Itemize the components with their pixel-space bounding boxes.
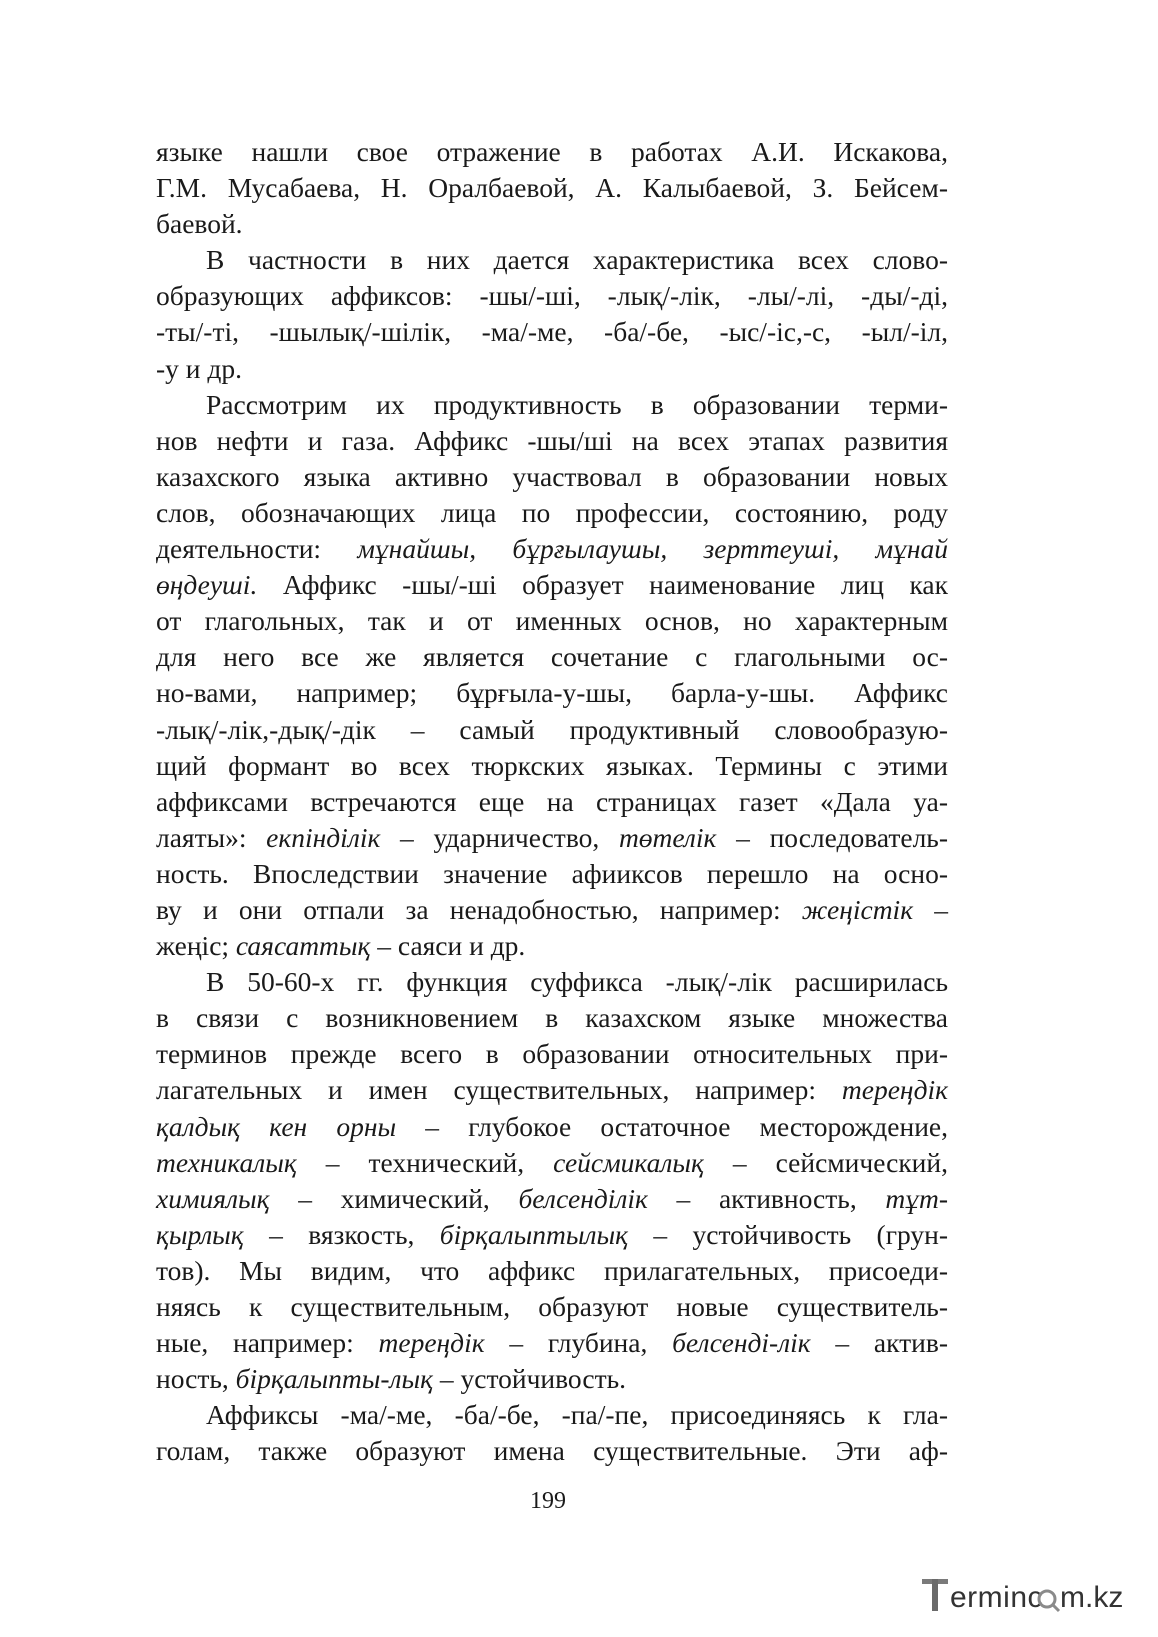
page-number: 199 xyxy=(530,1488,566,1514)
text-line xyxy=(156,820,948,856)
text-line xyxy=(156,1361,948,1397)
text-run: – устойчивость (грун- xyxy=(627,1218,948,1250)
text-run: – химический, xyxy=(269,1182,519,1214)
italic-term: техникалық xyxy=(156,1146,297,1178)
text-line xyxy=(156,206,948,242)
text-run: Аффиксы -ма/-ме, -ба/-бе, -па/-пе, присоединяясь к гла- xyxy=(206,1399,948,1431)
text-line xyxy=(156,170,948,206)
text-line xyxy=(156,964,948,1000)
text-line xyxy=(156,387,948,423)
text-run: ву и они отпали за ненадобностью, например: xyxy=(156,893,802,925)
text-line xyxy=(156,784,948,820)
text-run: в связи с возникновением в казахском языке множества xyxy=(156,1002,948,1034)
text-run: няясь к существительным, образуют новые существитель- xyxy=(156,1291,948,1322)
italic-term: тереңдік xyxy=(841,1074,948,1106)
text-line xyxy=(156,1433,948,1469)
text-line xyxy=(156,1036,948,1072)
text-line xyxy=(156,1145,948,1181)
italic-term: қырлық xyxy=(156,1218,244,1250)
italic-term: сейсмикалық xyxy=(553,1146,704,1178)
italic-term: саясаттық xyxy=(235,930,371,962)
text-run: – активность, xyxy=(647,1182,886,1214)
text-run: – сейсмический, xyxy=(703,1146,948,1178)
text-run: образующих аффиксов: -шы/-ші, -лық/-лік, -лы/-лі, -ды/-ді, xyxy=(156,280,948,312)
text-run: Аффикс -шы/-ші образует наименование лиц как xyxy=(257,569,948,601)
text-line xyxy=(156,1253,948,1289)
italic-term: бірқалыпты-лық xyxy=(235,1363,433,1395)
text-run: для него все же является сочетание с глагольными ос- xyxy=(156,641,948,673)
text-line xyxy=(156,1000,948,1036)
text-run: -лық/-лік,-дық/-дік – самый продуктивный словообразую- xyxy=(156,713,948,745)
paragraph xyxy=(156,1397,948,1469)
text-line xyxy=(156,351,948,387)
paragraph xyxy=(156,134,948,242)
text-line xyxy=(156,1072,948,1108)
text-run: – технический, xyxy=(296,1146,554,1178)
text-run: слов, обозначающих лица по профессии, состоянию, роду xyxy=(156,496,948,528)
text-run: В 50-60-х гг. функция суффикса -лық/-лік расширилась xyxy=(206,966,948,998)
text-run: лаяты»: xyxy=(156,821,267,853)
text-run: жеңіс; xyxy=(156,930,236,962)
italic-term: өңдеуші. xyxy=(156,569,258,601)
italic-term: мұнайшы, бұрғылаушы, зерттеуші, мұнай xyxy=(357,533,948,565)
text-run: – глубокое остаточное месторождение, xyxy=(396,1110,948,1142)
text-run: -у и др. xyxy=(156,352,242,384)
text-line xyxy=(156,1181,948,1217)
italic-term: бірқалыптылық xyxy=(439,1218,628,1250)
text-line xyxy=(156,603,948,639)
text-run: казахского языка активно участвовал в образовании новых xyxy=(156,460,948,492)
svg-text:m.kz: m.kz xyxy=(1060,1581,1124,1614)
main-text xyxy=(156,134,948,1469)
text-line xyxy=(156,928,948,964)
paragraph xyxy=(156,242,948,386)
text-run: нов нефти и газа. Аффикс -шы/ші на всех этапах развития xyxy=(156,424,948,456)
italic-term: жеңістік xyxy=(801,893,914,925)
text-run: ные, например: xyxy=(156,1327,379,1359)
text-run: тов). Мы видим, что аффикс прилагательных, присоеди- xyxy=(156,1254,948,1286)
text-line xyxy=(156,1109,948,1145)
text-run: аффиксами встречаются еще на страницах газет «Дала уа- xyxy=(156,785,948,817)
text-line xyxy=(156,1397,948,1433)
text-run: Г.М. Мусабаева, Н. Оралбаевой, А. Калыбаевой, З. Бейсем- xyxy=(156,172,948,204)
italic-term: белсенді-лік xyxy=(672,1327,811,1359)
text-run: деятельности: xyxy=(156,533,358,565)
text-line xyxy=(156,314,948,350)
text-run: щий формант во всех тюркских языках. Термины с этими xyxy=(156,749,948,781)
text-run: – устойчивость. xyxy=(433,1363,626,1395)
text-run: лагательных и имен существительных, например: xyxy=(156,1074,842,1106)
text-run: – последователь- xyxy=(716,821,949,853)
text-run: – актив- xyxy=(810,1327,948,1359)
text-line xyxy=(156,748,948,784)
paragraph xyxy=(156,387,948,965)
text-run: – ударничество, xyxy=(380,821,619,853)
text-line xyxy=(156,712,948,748)
text-run: терминов прежде всего в образовании относительных при- xyxy=(156,1038,948,1070)
text-run: В частности в них дается характеристика всех слово- xyxy=(206,244,948,276)
text-line xyxy=(156,1217,948,1253)
text-run: языке нашли свое отражение в работах А.И. Искакова, xyxy=(156,136,948,167)
italic-term: тереңдік xyxy=(378,1327,485,1359)
text-line xyxy=(156,278,948,314)
text-run: но-вами, например; бұрғыла-у-шы, барла-у-шы. Аффикс xyxy=(156,677,948,709)
text-run: – глубина, xyxy=(484,1327,673,1359)
italic-term: төтелік xyxy=(618,821,717,853)
text-run: голам, также образуют имена существительные. Эти аф- xyxy=(156,1435,948,1467)
watermark-logo-graphic xyxy=(918,1573,1136,1619)
text-line xyxy=(156,1325,948,1361)
termincom-watermark-logo xyxy=(918,1573,1136,1619)
italic-term: тұт- xyxy=(885,1182,948,1214)
text-line xyxy=(156,639,948,675)
text-run: – саяси и др. xyxy=(370,930,526,962)
text-line xyxy=(156,1289,948,1325)
italic-term: екпінділік xyxy=(266,821,381,853)
svg-text:erminc: erminc xyxy=(950,1581,1044,1614)
text-run: баевой. xyxy=(156,208,243,240)
text-run: – вязкость, xyxy=(243,1218,440,1250)
text-line xyxy=(156,531,948,567)
italic-term: белсенділік xyxy=(518,1182,648,1214)
text-line xyxy=(156,242,948,278)
text-line xyxy=(156,134,948,170)
text-line xyxy=(156,495,948,531)
text-run: -ты/-ті, -шылық/-шілік, -ма/-ме, -ба/-бе, -ыс/-іс,-с, -ыл/-іл, xyxy=(156,316,948,348)
text-run: ность, xyxy=(156,1363,236,1395)
text-line xyxy=(156,459,948,495)
text-line xyxy=(156,675,948,711)
text-line xyxy=(156,856,948,892)
text-run: – xyxy=(913,893,949,925)
paragraph xyxy=(156,964,948,1397)
italic-term: химиялық xyxy=(156,1182,270,1214)
text-run: Рассмотрим их продуктивность в образовании терми- xyxy=(206,388,948,420)
text-run: ность. Впоследствии значение афииксов перешло на осно- xyxy=(156,857,948,889)
text-line xyxy=(156,892,948,928)
italic-term: қалдық кен орны xyxy=(156,1110,397,1142)
text-line xyxy=(156,423,948,459)
text-line xyxy=(156,567,948,603)
text-run: от глагольных, так и от именных основ, но характерным xyxy=(156,605,948,637)
